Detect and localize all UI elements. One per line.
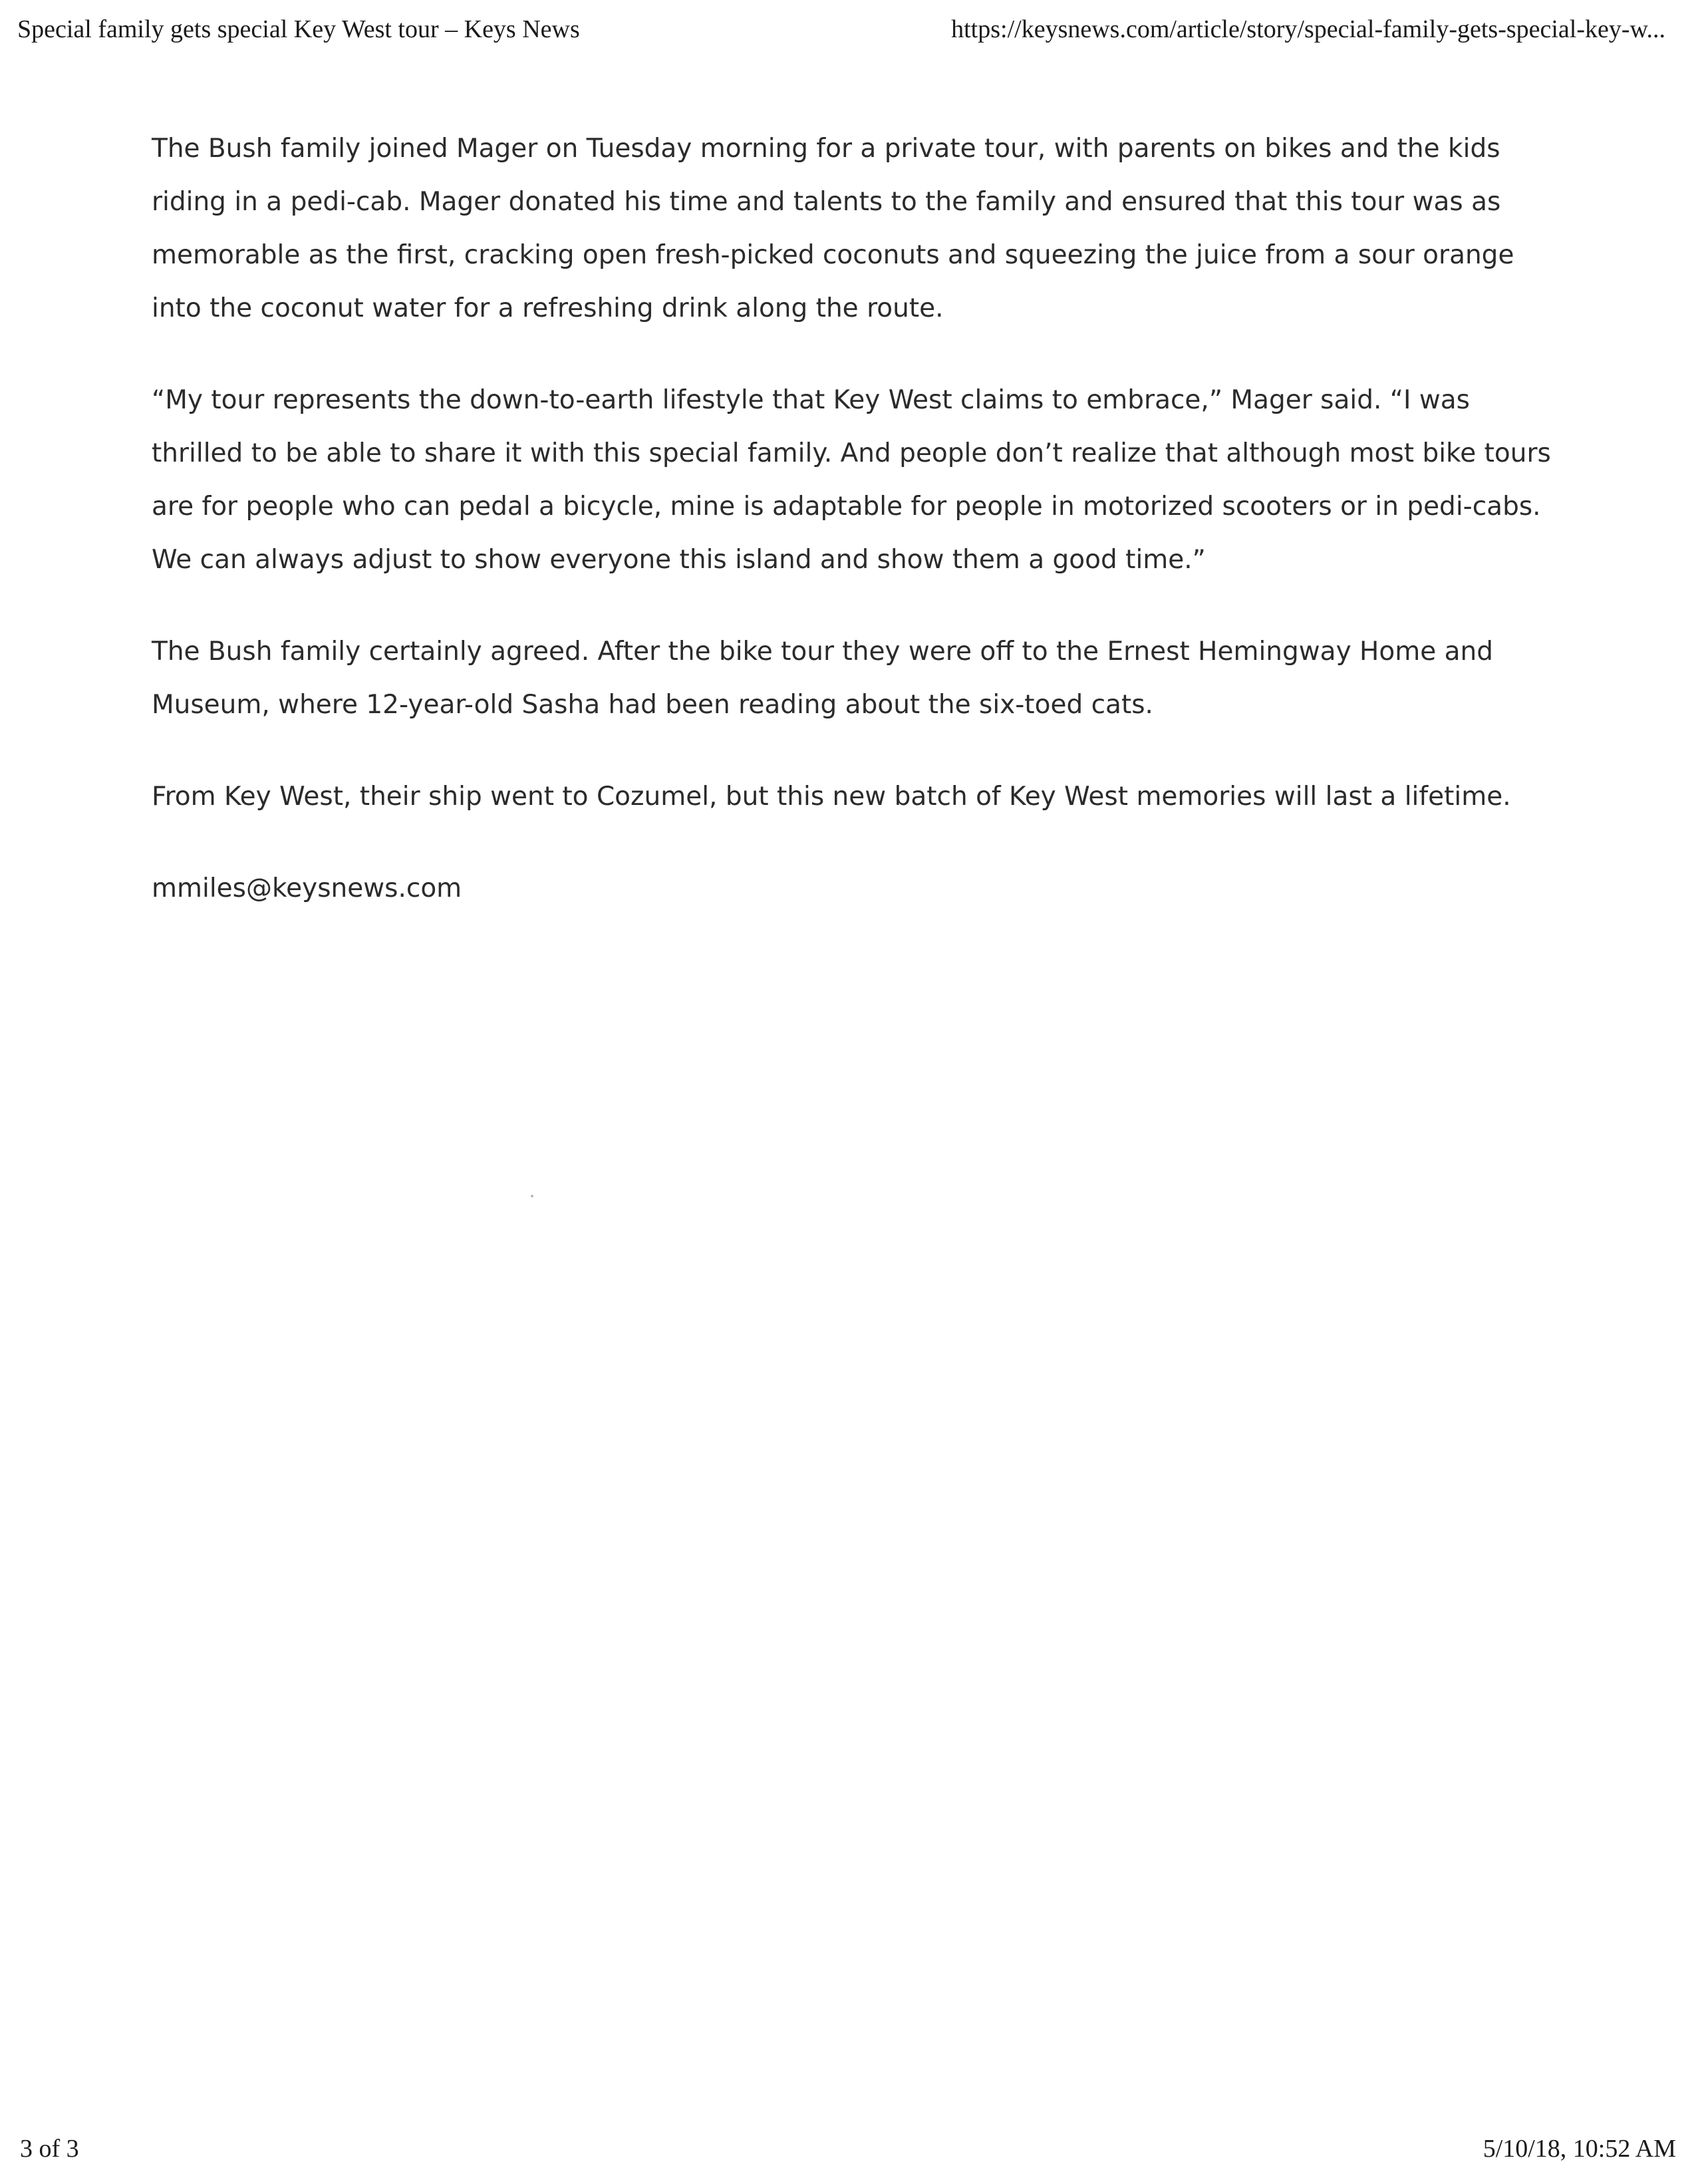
- author-email: mmiles@keysnews.com: [152, 873, 462, 903]
- print-footer-page-number: 3 of 3: [20, 2135, 79, 2163]
- article-paragraph: The Bush family joined Mager on Tuesday morning for a private tour, with parents on bikes and the kids riding in a pedi-cab. Mager donated his time and talents to the family and ensured that this tour was as memorable as the first, cracking open fresh-picked coconuts and squeezing the juice from a sour orange into the coconut water for a refreshing drink along the route.: [152, 134, 1514, 323]
- print-footer-datetime: 5/10/18, 10:52 AM: [1483, 2135, 1676, 2163]
- article-paragraph: “My tour represents the down-to-earth lifestyle that Key West claims to embrace,” Mager said. “I was thrilled to be able to share it with this special family. And people don’t realize that although most bike tours are for people who can pedal a bicycle, mine is adaptable for people in motorized scooters or in pedi-cabs. We can always adjust to show everyone this island and show them a good time.”: [152, 385, 1551, 575]
- article-paragraph: From Key West, their ship went to Cozumel, but this new batch of Key West memories will last a lifetime.: [152, 782, 1511, 812]
- article-body: [152, 122, 1562, 954]
- article-paragraph: The Bush family certainly agreed. After the bike tour they were off to the Ernest Hemingway Home and Museum, where 12-year-old Sasha had been reading about the six-toed cats.: [152, 637, 1493, 720]
- print-header-url: https://keysnews.com/article/story/special-family-gets-special-key-w...: [951, 15, 1665, 43]
- print-header-title: Special family gets special Key West tour – Keys News: [17, 15, 580, 43]
- scan-speck: [531, 1195, 533, 1197]
